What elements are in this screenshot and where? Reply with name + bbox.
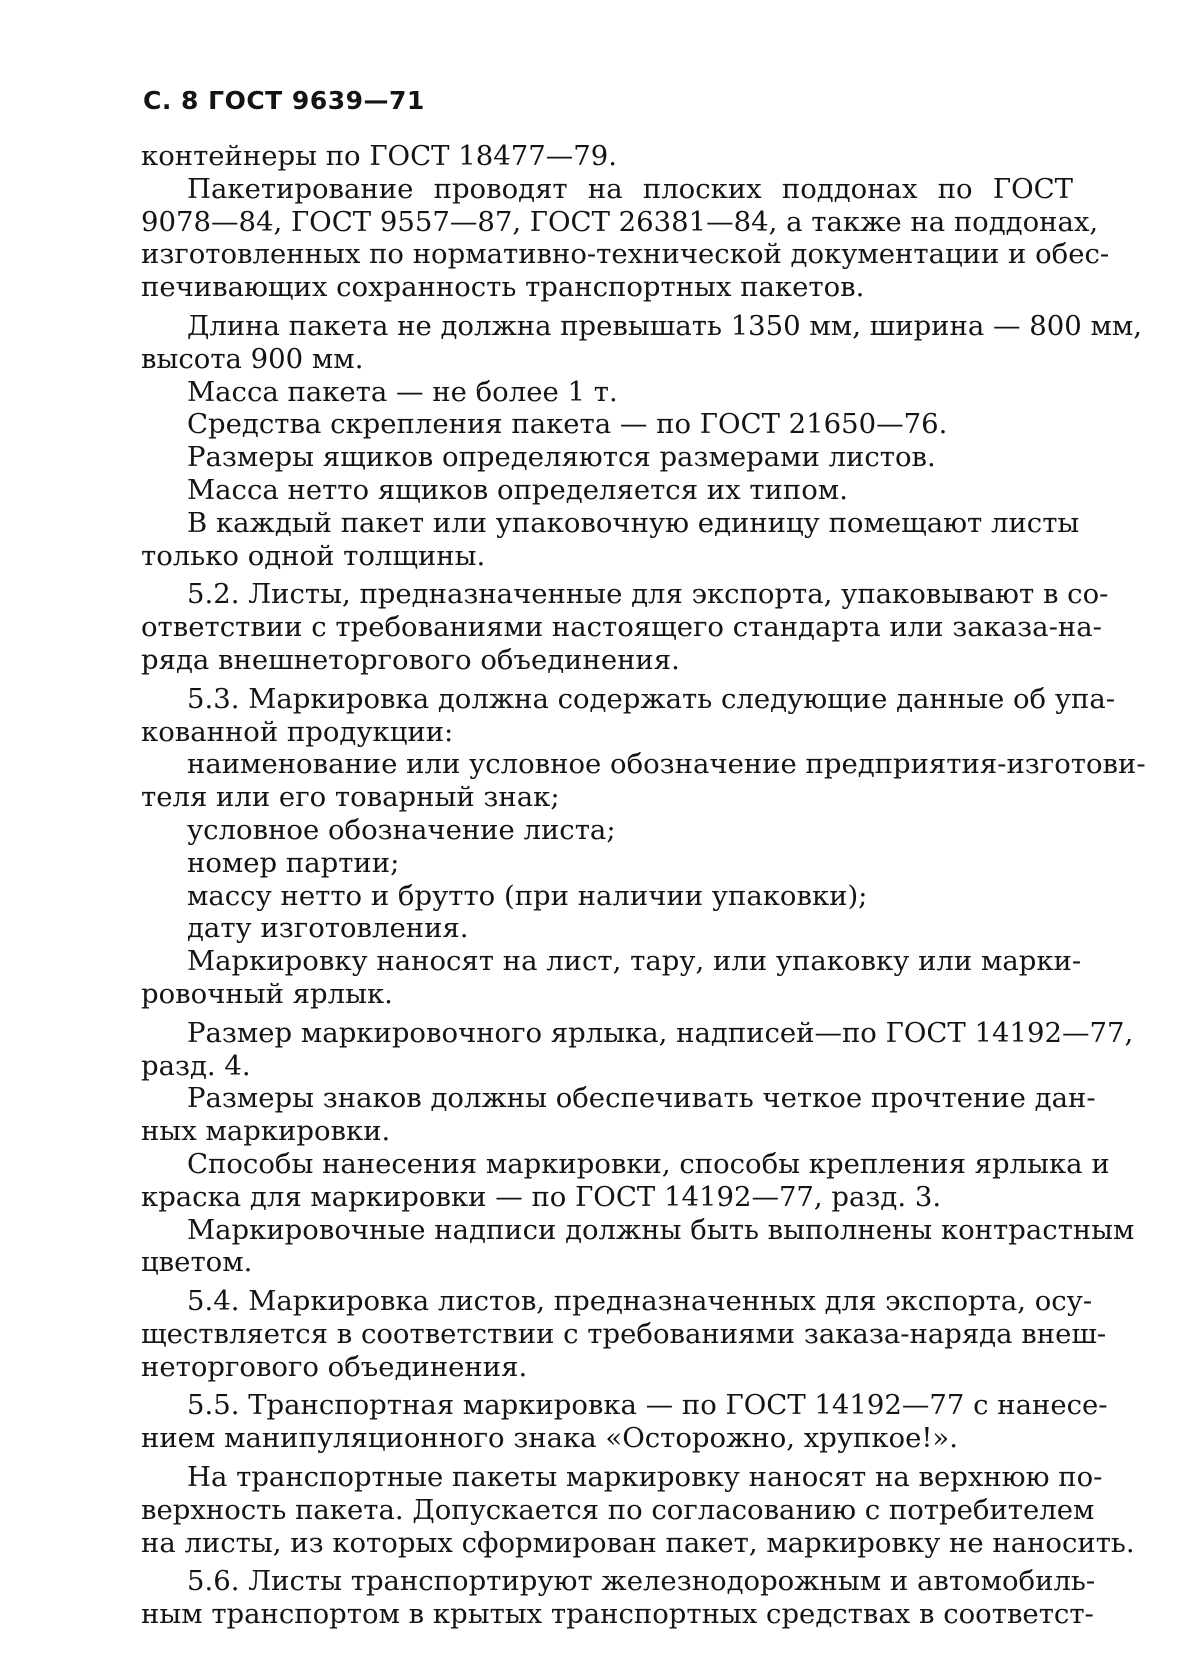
paragraph (141, 506, 1080, 573)
document-body (141, 140, 1146, 1631)
text-line: разд. 4. (141, 1049, 251, 1082)
paragraph (141, 1389, 1108, 1455)
paragraph (141, 376, 1073, 409)
paragraph (141, 847, 1073, 880)
paragraph (141, 912, 1073, 945)
text-line: дату изготовления. (187, 912, 469, 945)
paragraph (141, 309, 1142, 376)
text-line: ществляется в соответствии с требованиями заказа-наряда внеш- (141, 1317, 1107, 1350)
text-line: 5.6. Листы транспортируют железнодорожным и автомобиль- (187, 1565, 1096, 1598)
text-line: ным транспортом в крытых транспортных средствах в соответст- (141, 1598, 1094, 1631)
text-line: 5.2. Листы, предназначенные для экспорта, упаковывают в со- (187, 578, 1109, 611)
paragraph (141, 945, 1082, 1011)
paragraph (141, 1461, 1135, 1559)
text-line: цветом. (141, 1246, 253, 1279)
running-header: С. 8 ГОСТ 9639—71 (143, 86, 425, 115)
text-line: кованной продукции: (141, 715, 454, 748)
text-line: Маркировку наносят на лист, тару, или упаковку или марки- (187, 945, 1082, 978)
text-line: 5.4. Маркировка листов, предназначенных для экспорта, осу- (187, 1285, 1093, 1318)
text-line: Масса нетто ящиков определяется их типом. (187, 473, 848, 506)
text-line: ряда внешнеторгового объединения. (141, 643, 680, 676)
text-line: Способы нанесения маркировки, способы крепления ярлыка и (187, 1147, 1110, 1180)
text-line: контейнеры по ГОСТ 18477—79. (141, 140, 617, 172)
text-line: нием манипуляционного знака «Осторожно, хрупкое!». (141, 1422, 958, 1455)
paragraph (141, 682, 1116, 749)
text-line: высота 900 мм. (141, 342, 364, 375)
text-line: изготовленных по нормативно-технической документации и обес- (141, 238, 1110, 271)
paragraph (141, 814, 1073, 847)
text-line: только одной толщины. (141, 539, 486, 572)
paragraph (141, 172, 1110, 304)
text-line: Размер маркировочного ярлыка, надписей—по ГОСТ 14192—77, (187, 1016, 1134, 1049)
text-line: На транспортные пакеты маркировку наносят на верхнюю по- (187, 1461, 1103, 1494)
text-line: Пакетирование проводят на плоских поддонах по ГОСТ (187, 172, 1073, 205)
paragraph (141, 1147, 1110, 1214)
text-line: ных маркировки. (141, 1115, 391, 1148)
text-line: В каждый пакет или упаковочную единицу помещают листы (187, 506, 1080, 539)
text-line: 9078—84, ГОСТ 9557—87, ГОСТ 26381—84, а также на поддонах, (141, 205, 1099, 238)
paragraph (141, 880, 1073, 913)
paragraph (141, 441, 1073, 474)
text-line: Размеры знаков должны обеспечивать четкое прочтение дан- (187, 1082, 1096, 1115)
text-line: Средства скрепления пакета — по ГОСТ 21650—76. (187, 408, 948, 441)
text-line: наименование или условное обозначение предприятия-изготови- (187, 748, 1146, 781)
text-line: Длина пакета не должна превышать 1350 мм, ширина — 800 мм, (187, 309, 1142, 342)
text-line: Маркировочные надписи должны быть выполнены контрастным (187, 1213, 1135, 1246)
text-line: верхность пакета. Допускается по согласованию с потребителем (141, 1493, 1095, 1526)
text-line: неторгового объединения. (141, 1350, 528, 1383)
text-line: номер партии; (187, 846, 400, 879)
text-line: ответствии с требованиями настоящего стандарта или заказа-на- (141, 611, 1102, 644)
text-line: условное обозначение листа; (187, 813, 616, 846)
text-line: Размеры ящиков определяются размерами листов. (187, 441, 936, 474)
paragraph (141, 748, 1146, 814)
text-line: печивающих сохранность транспортных пакетов. (141, 271, 865, 304)
text-line: Масса пакета — не более 1 т. (187, 375, 618, 408)
text-line: 5.3. Маркировка должна содержать следующие данные об упа- (187, 682, 1116, 715)
paragraph (141, 140, 1073, 173)
paragraph (141, 1565, 1096, 1631)
paragraph (141, 1213, 1135, 1280)
paragraph (141, 578, 1109, 676)
paragraph (141, 1016, 1134, 1083)
text-line: краска для маркировки — по ГОСТ 14192—77, разд. 3. (141, 1180, 942, 1213)
paragraph (141, 408, 1073, 441)
paragraph (141, 1285, 1107, 1383)
paragraph (141, 474, 1073, 507)
paragraph (141, 1082, 1096, 1148)
text-line: 5.5. Транспортная маркировка — по ГОСТ 14192—77 с нанесе- (187, 1389, 1108, 1422)
text-line: теля или его товарный знак; (141, 781, 560, 814)
text-line: массу нетто и брутто (при наличии упаковки); (187, 879, 868, 912)
text-line: на листы, из которых сформирован пакет, маркировку не наносить. (141, 1526, 1135, 1559)
text-line: ровочный ярлык. (141, 977, 393, 1010)
